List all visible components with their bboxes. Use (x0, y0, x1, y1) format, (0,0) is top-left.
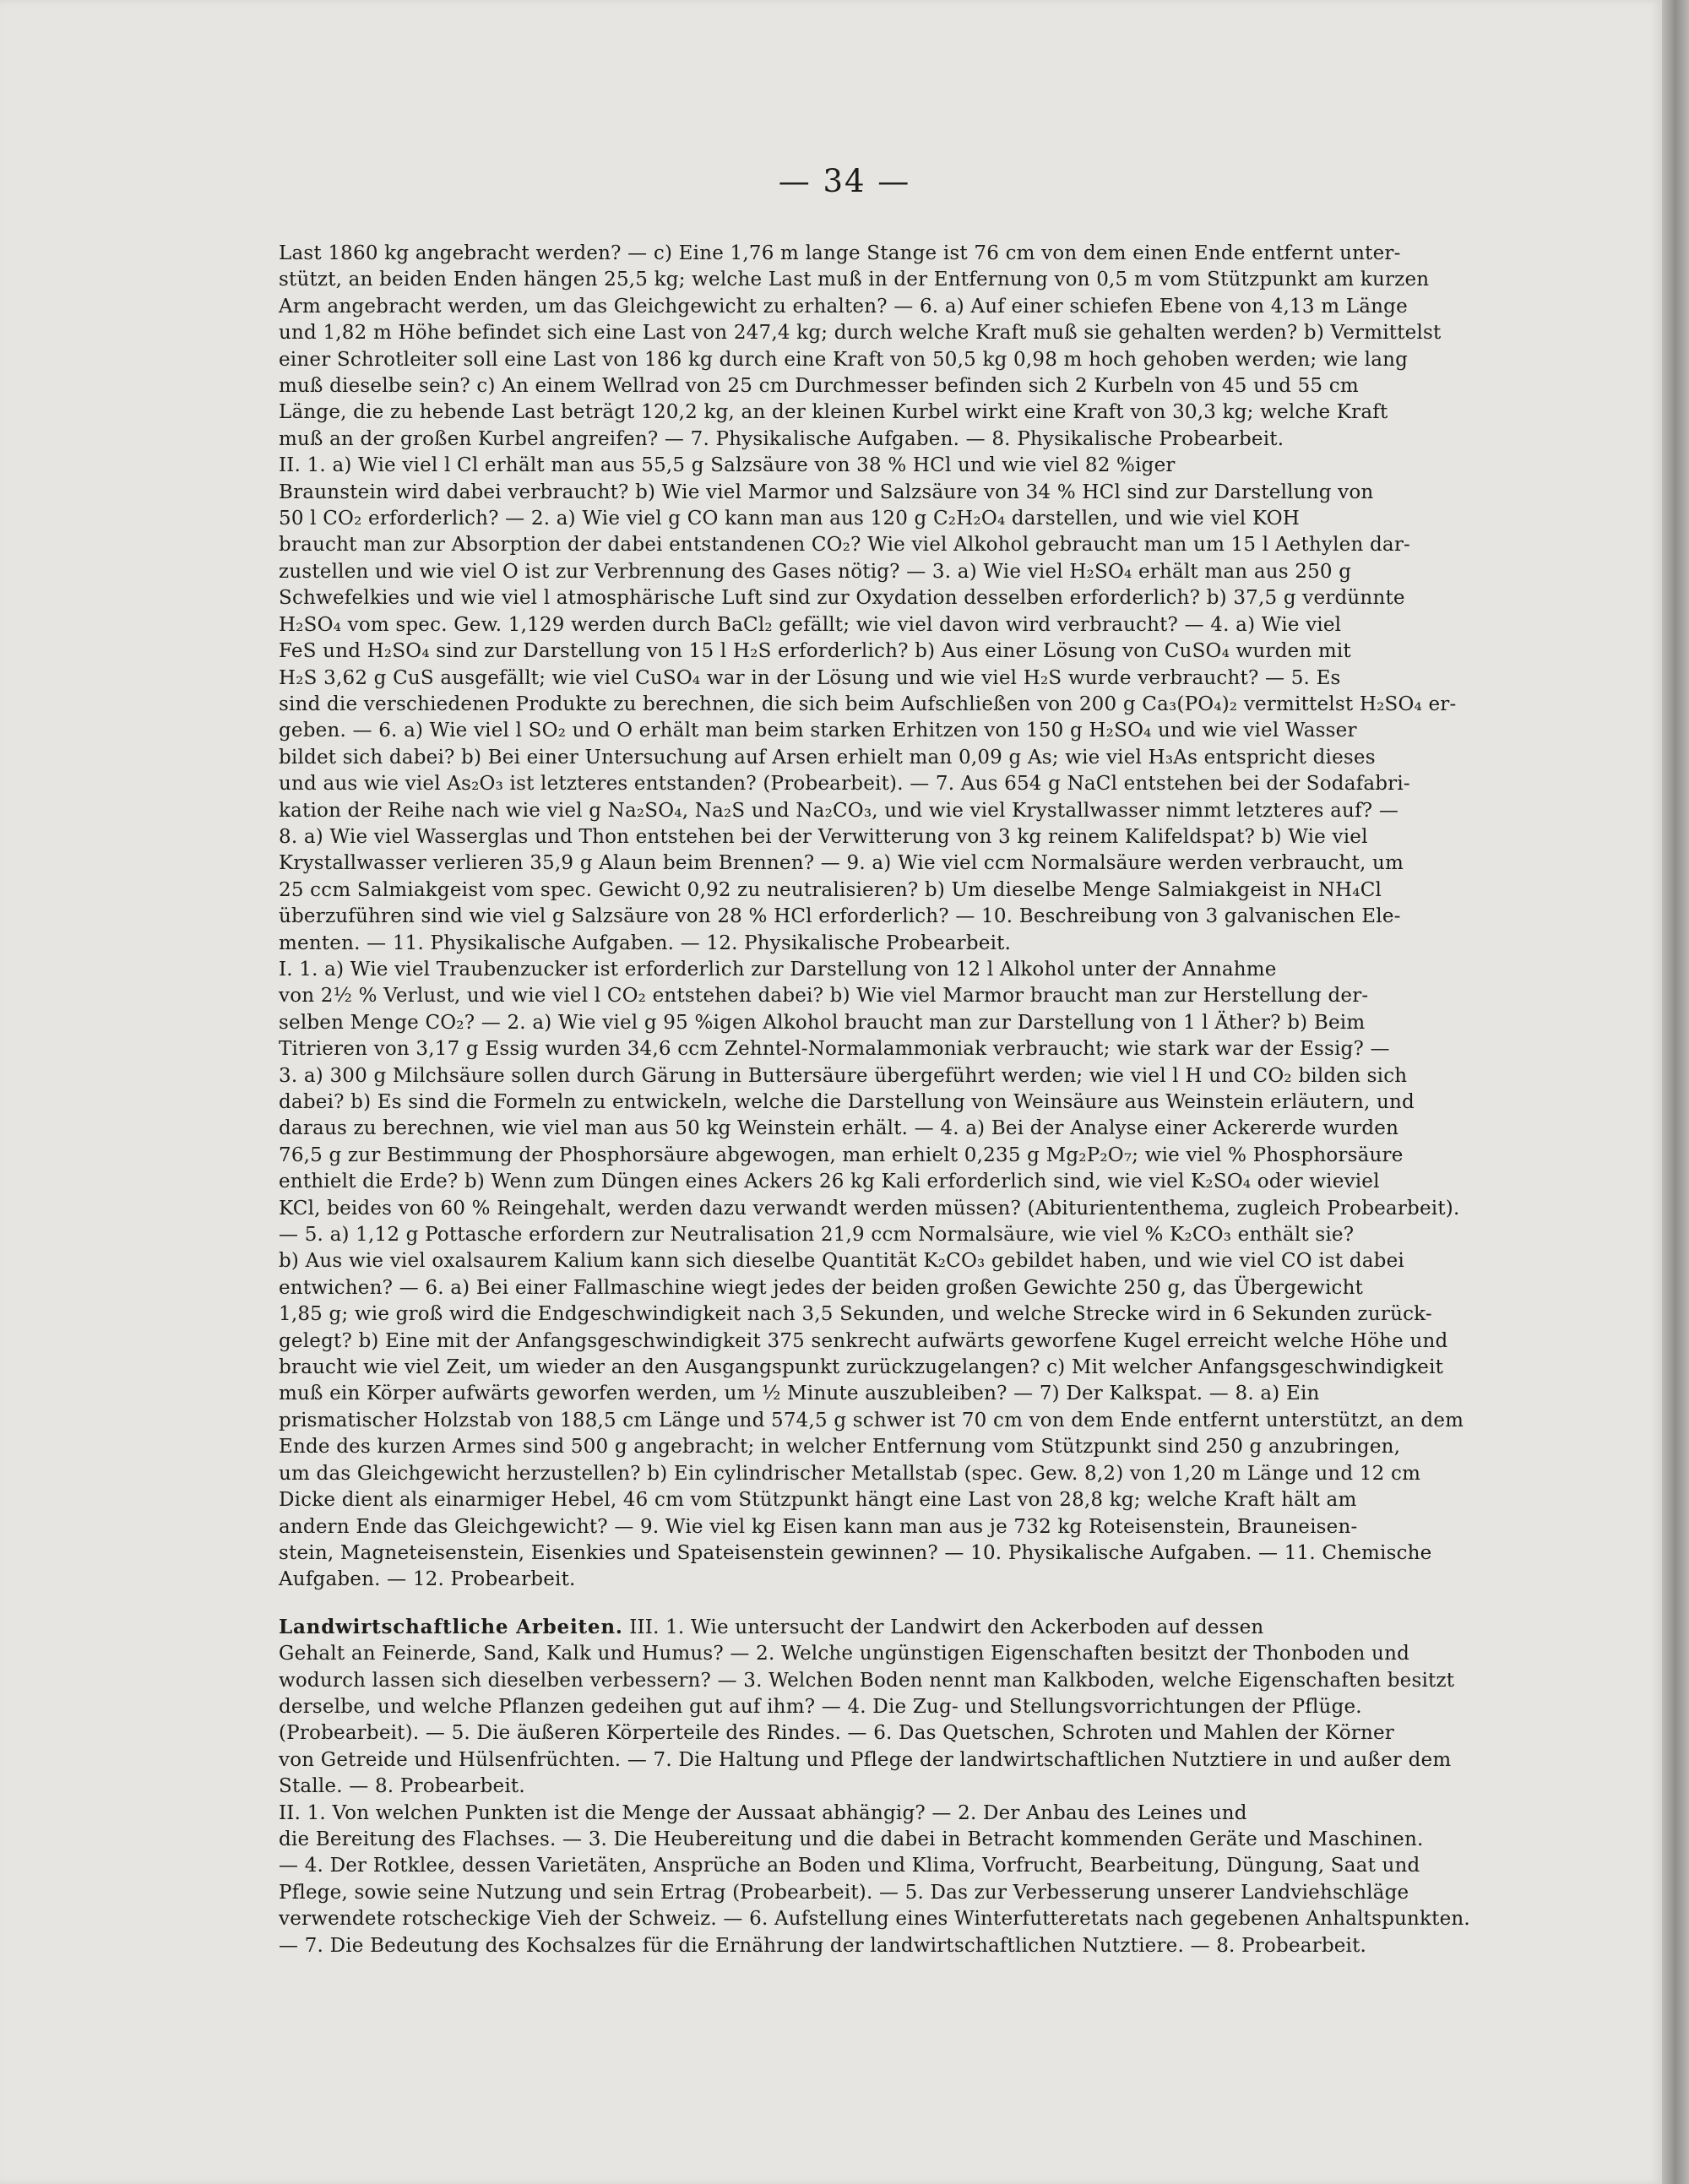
section-agriculture-ii: II. 1. Von welchen Punkten ist die Menge der Aussaat abhängig? — 2. Der Anbau des Leines und die Bereitung des Flachses. — 3. Die Heubereitung und die dabei in Betracht kommenden Geräte und Maschinen. — 4. Der Rotklee, dessen Varietäten, Ansprüche an Boden und Klima, Vorfrucht, Bearbeitung, Düngung, Saat und Pflege, sowie seine Nutzung und sein Ertrag (Probearbeit). — 5. Das zur Verbesserung unserer Landviehschläge verwendete rotscheckige Vieh der Schweiz. — 6. Aufstellung eines Winterfutteretats nach gegebenen Anhaltspunkten. — 7. Die Bedeutung des Kochsalzes für die Ernährung der landwirtschaftlichen Nutztiere. — 8. Probearbeit. (279, 1801, 1470, 1957)
paragraph-chemistry-physics-i: I. 1. a) Wie viel Traubenzucker ist erforderlich zur Darstellung von 12 l Alkohol unter der Annahme von 2½ % Verlust, und wie viel l CO₂ entstehen dabei? b) Wie viel Marmor braucht man zur Herstellung der- selben Menge CO₂? — 2. a) Wie viel g 95 %igen Alkohol braucht man zur Darstellung von 1 l Äther? b) Beim Titrieren von 3,17 g Essig wurden 34,6 ccm Zehntel-Normalammoniak verbraucht; wie stark war der Essig? — 3. a) 300 g Milchsäure sollen durch Gärung in Buttersäure übergeführt werden; wie viel l H und CO₂ bilden sich dabei? b) Es sind die Formeln zu entwickeln, welche die Darstellung von Weinsäure aus Weinstein erläutern, und daraus zu berechnen, wie viel man aus 50 kg Weinstein erhält. — 4. a) Bei der Analyse einer Ackererde wurden 76,5 g zur Bestimmung der Phosphorsäure abgewogen, man erhielt 0,235 g Mg₂P₂O₇; wie viel % Phosphorsäure enthielt die Erde? b) Wenn zum Düngen eines Ackers 26 kg Kali erforderlich sind, wie viel K₂SO₄ oder wieviel KCl, beides von 60 % Reingehalt, werden dazu verwandt werden müssen? (Abituriententhema, zugleich Probearbeit). — 5. a) 1,12 g Pottasche erfordern zur Neutralisation 21,9 ccm Normalsäure, wie viel % K₂CO₃ enthält sie? b) Aus wie viel oxalsaurem Kalium kann sich dieselbe Quantität K₂CO₃ gebildet haben, und wie viel CO ist dabei entwichen? — 6. a) Bei einer Fallmaschine wiegt jedes der beiden großen Gewichte 250 g, das Übergewicht 1,85 g; wie groß wird die Endgeschwindigkeit nach 3,5 Sekunden, und welche Strecke wird in 6 Sekunden zurück- gelegt? b) Eine mit der Anfangsgeschwindigkeit 375 senkrecht aufwärts geworfene Kugel erreicht welche Höhe und braucht wie viel Zeit, um wieder an den Ausgangspunkt zurückzugelangen? c) Mit welcher Anfangsgeschwindigkeit muß ein Körper aufwärts geworfen werden, um ½ Minute auszubleiben? — 7) Der Kalkspat. — 8. a) Ein prismatischer Holzstab von 188,5 cm Länge und 574,5 g schwer ist 70 cm von dem Ende entfernt unterstützt, an dem Ende des kurzen Armes sind 500 g angebracht; in welcher Entfernung vom Stützpunkt sind 250 g anzubringen, um das Gleichgewicht herzustellen? b) Ein cylindrischer Metallstab (spec. Gew. 8,2) von 1,20 m Länge und 12 cm Dicke dient als einarmiger Hebel, 46 cm vom Stützpunkt hängt eine Last von 28,8 kg; welche Kraft hält am andern Ende das Gleichgewicht? — 9. Wie viel kg Eisen kann man aus je 732 kg Roteisenstein, Brauneisen- stein, Magneteisenstein, Eisenkies und Spateisenstein gewinnen? — 10. Physikalische Aufgaben. — 11. Chemische Aufgaben. — 12. Probearbeit. (279, 958, 1464, 1591)
paragraph-physics-continued: Last 1860 kg angebracht werden? — c) Eine 1,76 m lange Stange ist 76 cm von dem einen Ende entfernt unter- stützt, an beiden Enden hängen 25,5 kg; welche Last muß in der Entfernung von 0,5 m vom Stützpunkt am kurzen Arm angebracht werden, um das Gleichgewicht zu erhalten? — 6. a) Auf einer schiefen Ebene von 4,13 m Länge und 1,82 m Höhe befindet sich eine Last von 247,4 kg; durch welche Kraft muß sie gehalten werden? b) Vermittelst einer Schrotleiter soll eine Last von 186 kg durch eine Kraft von 50,5 kg 0,98 m hoch gehoben werden; wie lang muß dieselbe sein? c) An einem Wellrad von 25 cm Durchmesser befinden sich 2 Kurbeln von 45 und 55 cm Länge, die zu hebende Last beträgt 120,2 kg, an der kleinen Kurbel wirkt eine Kraft von 30,3 kg; welche Kraft muß an der großen Kurbel angreifen? — 7. Physikalische Aufgaben. — 8. Physikalische Probearbeit. (279, 242, 1442, 450)
paragraph-chemistry-ii: II. 1. a) Wie viel l Cl erhält man aus 55,5 g Salzsäure von 38 % HCl und wie viel 82 %iger Braunstein wird dabei verbraucht? b) Wie viel Marmor und Salzsäure von 34 % HCl sind zur Darstellung von 50 l CO₂ erforderlich? — 2. a) Wie viel g CO kann man aus 120 g C₂H₂O₄ darstellen, und wie viel KOH braucht man zur Absorption der dabei entstandenen CO₂? Wie viel Alkohol gebraucht man um 15 l Aethylen dar- zustellen und wie viel O ist zur Verbrennung des Gases nötig? — 3. a) Wie viel H₂SO₄ erhält man aus 250 g Schwefelkies und wie viel l atmosphärische Luft sind zur Oxydation desselben erforderlich? b) 37,5 g verdünnte H₂SO₄ vom spec. Gew. 1,129 werden durch BaCl₂ gefällt; wie viel davon wird verbraucht? — 4. a) Wie viel FeS und H₂SO₄ sind zur Darstellung von 15 l H₂S erforderlich? b) Aus einer Lösung von CuSO₄ wurden mit H₂S 3,62 g CuS ausgefällt; wie viel CuSO₄ war in der Lösung und wie viel H₂S wurde verbraucht? — 5. Es sind die verschiedenen Produkte zu berechnen, die sich beim Aufschließen von 200 g Ca₃(PO₄)₂ vermittelst H₂SO₄ er- geben. — 6. a) Wie viel l SO₂ und O erhält man beim starken Erhitzen von 150 g H₂SO₄ und wie viel Wasser bildet sich dabei? b) Bei einer Untersuchung auf Arsen erhielt man 0,09 g As; wie viel H₃As entspricht dieses und aus wie viel As₂O₃ ist letzteres entstanden? (Probearbeit). — 7. Aus 654 g NaCl entstehen bei der Sodafabri- kation der Reihe nach wie viel g Na₂SO₄, Na₂S und Na₂CO₃, und wie viel Krystallwasser nimmt letzteres auf? — 8. a) Wie viel Wasserglas und Thon entstehen bei der Verwitterung von 3 kg reinem Kalifeldspat? b) Wie viel Krystallwasser verlieren 35,9 g Alaun beim Brennen? — 9. a) Wie viel ccm Normalsäure werden verbraucht, um 25 ccm Salmiakgeist vom spec. Gewicht 0,92 zu neutralisieren? b) Um dieselbe Menge Salmiakgeist in NH₄Cl überzuführen sind wie viel g Salzsäure von 28 % HCl erforderlich? — 10. Beschreibung von 3 galvanischen Ele- menten. — 11. Physikalische Aufgaben. — 12. Physikalische Probearbeit. (279, 454, 1457, 954)
page-body (279, 241, 1579, 1959)
section-agriculture-iii (279, 1614, 1579, 1801)
section-title: Landwirtschaftliche Arbeiten. (279, 1615, 623, 1638)
book-spine-edge (1662, 0, 1689, 2184)
section-intro-text: III. 1. Wie untersucht der Landwirt den Ackerboden auf dessen Gehalt an Feinerde, Sand, Kalk und Humus? — 2. Welche ungünstigen Eigenschaften besitzt der Thonboden und wodurch lassen sich dieselben verbessern? — 3. Welchen Boden nennt man Kalkboden, welche Eigenschaften besitzt derselbe, und welche Pflanzen gedeihen gut auf ihm? — 4. Die Zug- und Stellungsvorrichtungen der Pflüge. (Probearbeit). — 5. Die äußeren Körperteile des Rindes. — 6. Das Quetschen, Schroten und Mahlen der Körner von Getreide und Hülsenfrüchten. — 7. Die Haltung und Pflege der landwirtschaftlichen Nutztiere in und außer dem Stalle. — 8. Probearbeit. (279, 1616, 1455, 1798)
page-number: — 34 — (778, 163, 911, 199)
